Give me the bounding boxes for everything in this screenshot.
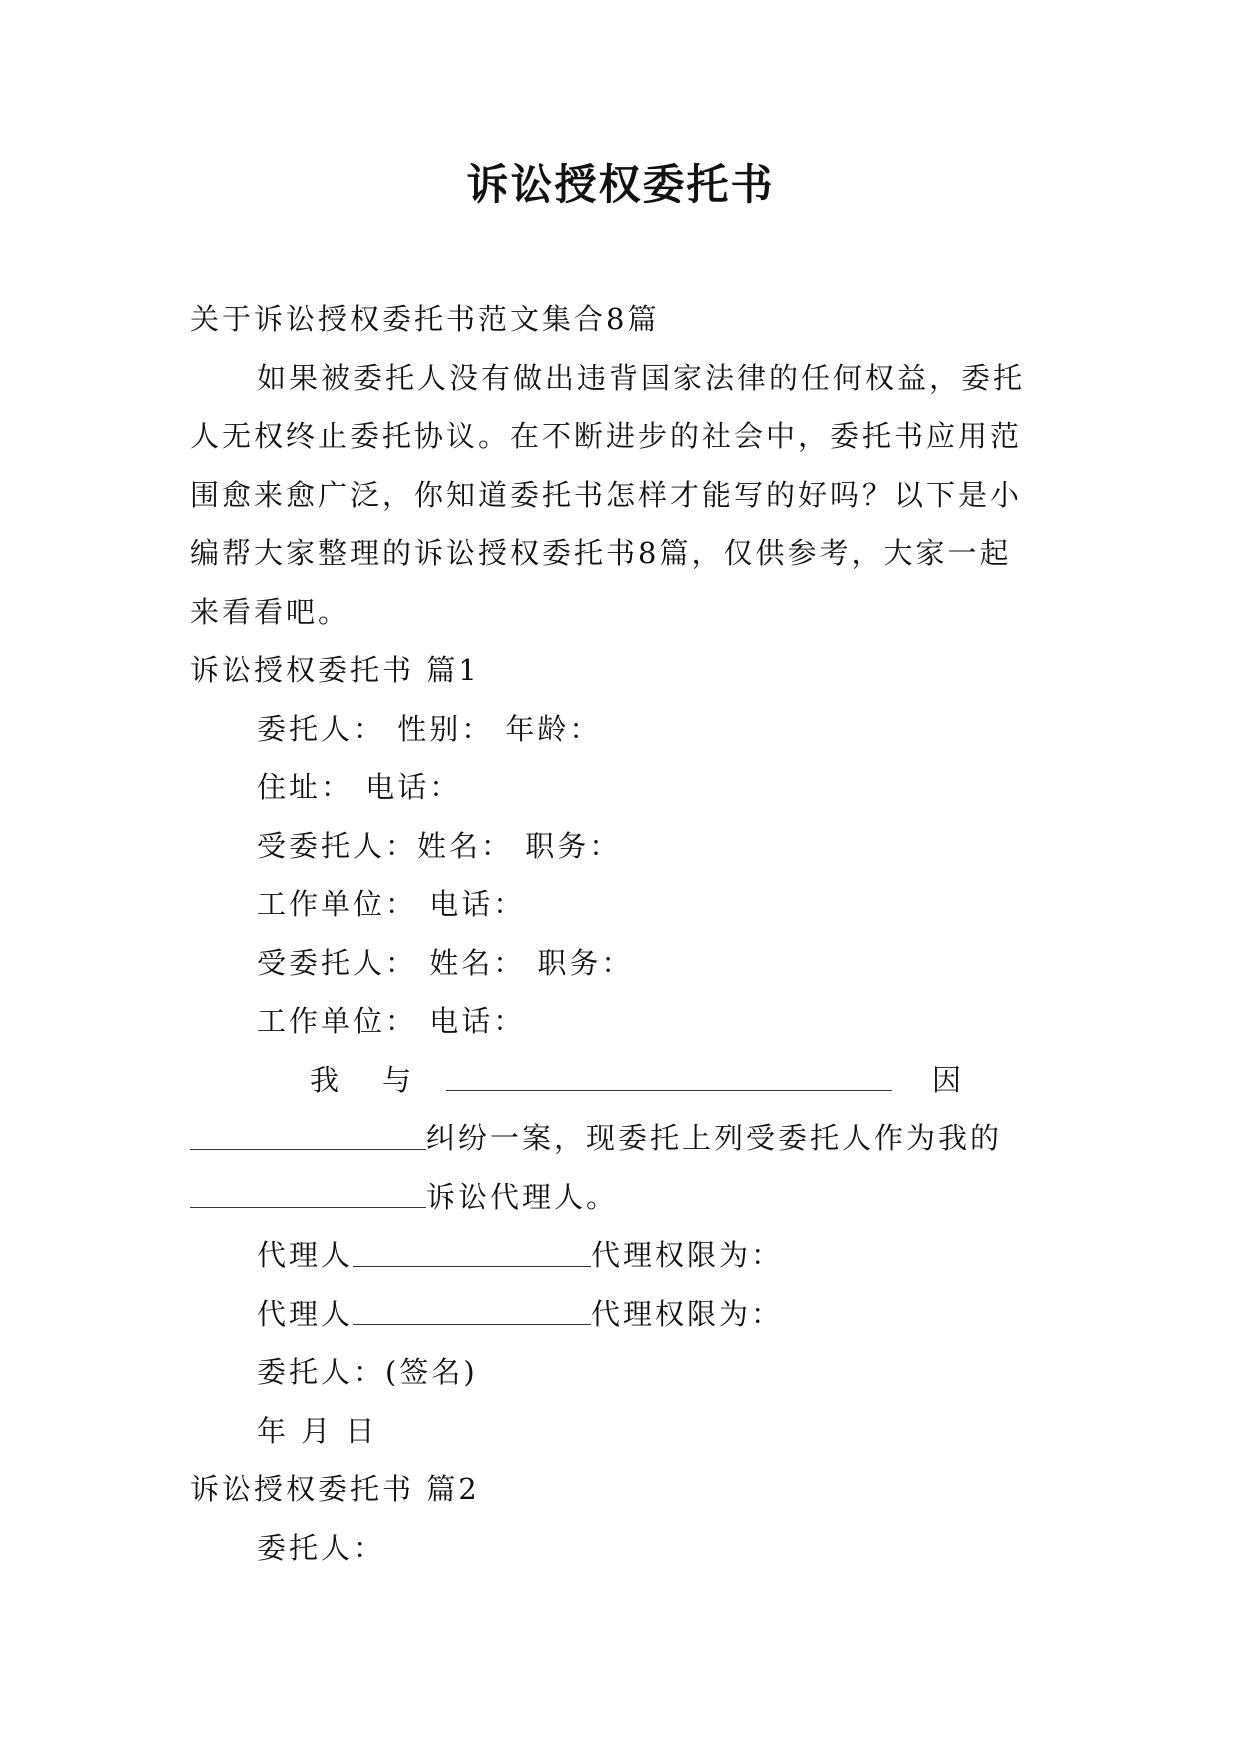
case-line [190,1109,1050,1168]
section-heading: 诉讼授权委托书 篇2 [190,1472,480,1506]
case-text: 诉讼代理人。 [426,1179,619,1214]
case-text: 纠纷一案，现委托上列受委托人作为我的 [426,1121,1003,1155]
proxy-line [190,1285,1050,1344]
blank-line [446,1068,892,1091]
case-word: 因 [932,1062,965,1097]
page-title: 诉讼授权委托书 [466,160,775,209]
case-line [190,1168,1050,1227]
proxy-label: 代理人 [257,1238,354,1272]
blank-line [353,1302,591,1325]
intro-text: 人无权终止委托协议。在不断进步的社会中，委托书应用范 [190,419,1023,453]
intro-line [190,524,1050,583]
intro-text: 围愈来愈广泛，你知道委托书怎样才能写的好吗？以下是小 [190,477,1023,512]
signature-field: 委托人：(签名) [257,1355,478,1389]
proxy-line [190,1226,1050,1285]
address-field: 住址： 电话： [257,770,462,804]
intro-line [190,583,1050,642]
document-body [190,290,1050,1577]
case-word: 与 [382,1062,415,1097]
intro-line [190,466,1050,525]
agent-work-field: 工作单位： 电话： [257,887,526,921]
principal-field: 委托人： [257,1530,386,1565]
case-word: 我 [310,1062,343,1097]
intro-line [190,349,1050,408]
agent-field: 受委托人：姓名： 职务： [257,828,622,863]
intro-text: 来看看吧。 [190,594,351,629]
principal-field: 委托人： 性别： 年龄： [257,711,602,746]
intro-text: 编帮大家整理的诉讼授权委托书8篇，仅供参考，大家一起 [190,536,1012,570]
case-line [190,1051,1050,1110]
date-field: 年 月 日 [257,1413,378,1448]
proxy-limit-label: 代理权限为： [591,1238,784,1272]
intro-text: 如果被委托人没有做出违背国家法律的任何权益，委托 [257,360,1026,395]
blank-line [190,1127,426,1150]
proxy-limit-label: 代理权限为： [591,1296,784,1331]
proxy-label: 代理人 [257,1296,354,1331]
blank-line [190,1185,426,1208]
intro-heading: 关于诉讼授权委托书范文集合8篇 [190,302,660,336]
section-heading: 诉讼授权委托书 篇1 [190,653,480,687]
agent-work-field: 工作单位： 电话： [257,1004,526,1038]
agent-field: 受委托人： 姓名： 职务： [257,945,634,980]
blank-line [353,1244,591,1267]
intro-line [190,407,1050,466]
